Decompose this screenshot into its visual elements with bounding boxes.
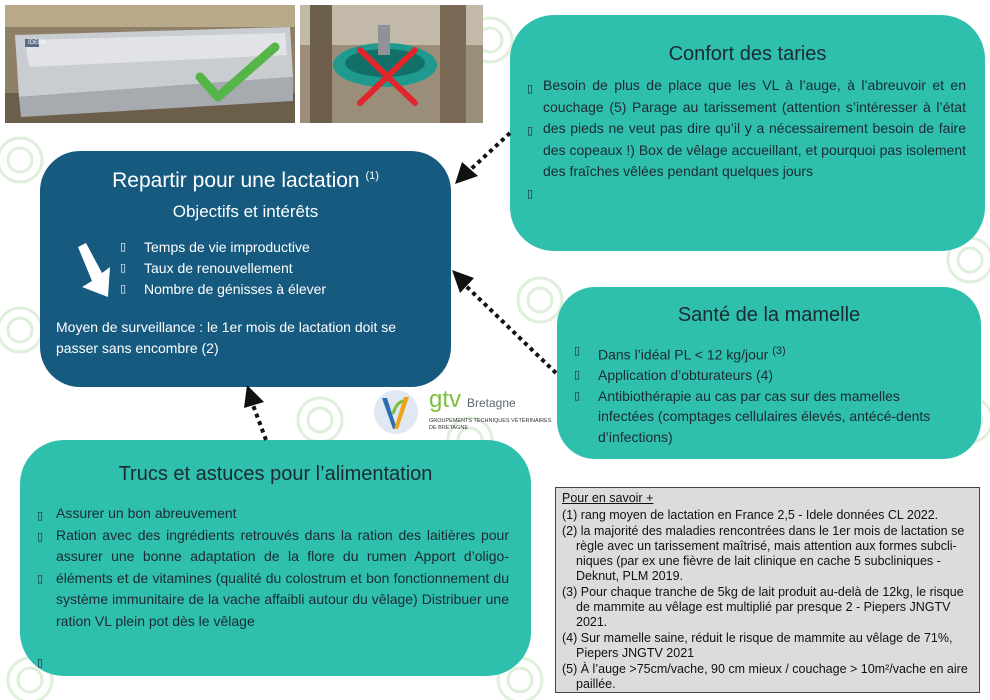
objective-item: ▯ Nombre de génisses à élever [120,279,326,300]
confort-bullets: ▯ ▯ ▯ [527,83,534,200]
gtv-tagline-2: DE BRETAGNE [429,425,469,431]
sante-item: ▯ Antibiothérapie au cas par cas sur des mamelles infectées (comptages cellulaires élevés, antécé-dents d’infections) [574,386,954,448]
sante-title: Santé de la mamelle [677,304,861,326]
lactation-monitoring: Moyen de surveillance : le 1er mois de lactation doit se passer sans encombre (2) [56,319,397,356]
gtv-logo [373,388,553,436]
sante-item: ▯ Dans l’idéal PL < 12 kg/jour $^{(3)}$ [574,341,954,365]
sante-item: ▯ Application d’obturateurs (4) [574,365,954,386]
gtv-region: Bretagne [467,396,516,410]
lactation-title: Repartir pour une lactation $^{(1)}$ [112,169,379,192]
objective-item: ▯ Temps de vie improductive [120,237,326,258]
alimentation-bullets: ▯ ▯ ▯ ▯ [37,510,44,669]
gtv-emblem-icon [373,389,419,435]
gtv-name: gtv [429,386,462,413]
reference-item: (2) la majorité des maladies rencontrées dans le 1er mois de lactation se règle avec un tarissement maîtrisé, mais attention aux formes subcli-niques (par ex une fièvre de lait clinique en cache 5 subcliniques - Deknut, PLM 2019. [562,524,965,583]
gtv-tagline-1: GROUPEMENTS TECHNIQUES VÉTÉRINAIRES [429,418,552,424]
reference-item: (5) À l’auge >75cm/vache, 90 cm mieux / couchage > 10m²/vache en aire paillée. [562,662,968,691]
alimentation-title: Trucs et astuces pour l’alimentation [118,463,433,485]
reference-item: (1) rang moyen de lactation en France 2,5 - Idele données CL 2022. [562,508,939,522]
alimentation-first: Assurer un bon abreuvement [56,505,237,521]
reference-item: (4) Sur mamelle saine, réduit le risque de mammite au vêlage de 71%, Piepers JNGTV 2021 [562,631,953,660]
confort-title: Confort des taries [668,43,827,65]
objective-item: ▯ Taux de renouvellement [120,258,326,279]
trough-label: IDEPA [28,40,46,46]
alimentation-text: Ration avec des ingrédients retrouvés dans la ration des laitières pour assurer une bonne adaptation de la flore du rumen Apport d’oligo-éléments et de vitamines (qualité du colostrum et bon fonctionnement du système immunitaire de la vache affaibli autour du vêlage) Distribuer une ration VL plein pot dès le vêlage [56,526,509,629]
confort-text: Besoin de plus de place que les VL à l’auge, à l’abreuvoir et en couchage (5) Parage au tarissement (attention s’intéresser à l’état des pieds ne veut pas dire qu’il y a nécessairement besoin de faire des copeaux !) Box de vêlage accueillant, et pourquoi pas isolement des fraîches vêlées pendant quelques jours [543,77,966,179]
lactation-title-ref: (1) [365,170,379,182]
lactation-subtitle: Objectifs et intérêts [172,202,319,221]
reference-item: (3) Pour chaque tranche de 5kg de lait produit au-delà de 12kg, le risque de mammite au vêlage est multiplié par presque 2 - Piepers JNGTV 2021. [562,585,964,629]
references-box [555,487,980,693]
references-heading: Pour en savoir + [562,491,654,505]
